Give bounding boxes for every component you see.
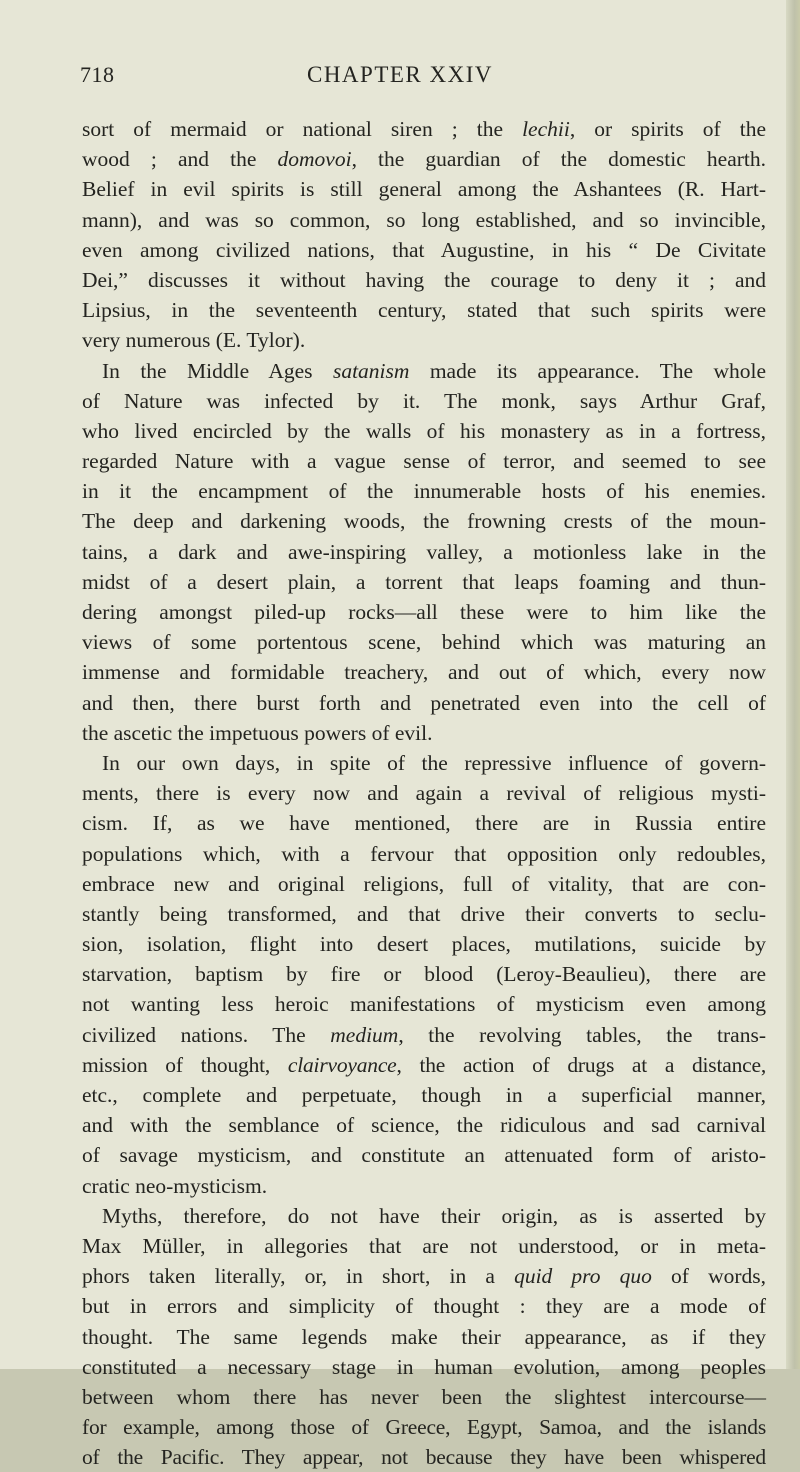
- text-line: very numerous (E. Tylor).: [82, 328, 306, 353]
- text-line: who lived encircled by the walls of his monastery as in a fortress,: [82, 418, 766, 443]
- text-line: embrace new and original religions, full of vitality, that are con-: [82, 871, 766, 896]
- text-line: for example, among those of Greece, Egypt, Samoa, and the islands: [82, 1415, 766, 1440]
- text-line: stantly being transformed, and that drive their converts to seclu-: [82, 901, 766, 926]
- body-text: [82, 114, 766, 1472]
- text-line: In our own days, in spite of the repressive influence of govern-: [102, 750, 766, 775]
- text-line: Dei,” discusses it without having the courage to deny it ; and: [82, 267, 766, 292]
- text-line: sion, isolation, flight into desert places, mutilations, suicide by: [82, 932, 766, 957]
- text-line: phors taken literally, or, in short, in a quid pro quo of words,: [82, 1264, 767, 1289]
- text-line: wood ; and the domovoi, the guardian of the domestic hearth.: [82, 147, 766, 172]
- text-line: The deep and darkening woods, the frowning crests of the moun-: [82, 509, 766, 534]
- text-line: Myths, therefore, do not have their origin, as is asserted by: [102, 1203, 766, 1228]
- text-line: immense and formidable treachery, and out of which, every now: [82, 660, 766, 685]
- text-line: populations which, with a fervour that opposition only redoubles,: [82, 841, 766, 866]
- text-line: dering amongst piled-up rocks—all these were to him like the: [82, 600, 766, 624]
- text-line: of Nature was infected by it. The monk, says Arthur Graf,: [82, 388, 766, 413]
- text-line: Belief in evil spirits is still general among the Ashantees (R. Hart-: [82, 177, 766, 202]
- text-line: cratic neo-mysticism.: [82, 1173, 268, 1198]
- text-line: cism. If, as we have mentioned, there are in Russia entire: [82, 811, 766, 836]
- text-line: views of some portentous scene, behind which was maturing an: [82, 630, 766, 655]
- text-line: tains, a dark and awe-inspiring valley, a motionless lake in the: [82, 539, 766, 564]
- running-head: CHAPTER XXIV: [306, 62, 494, 87]
- text-line: Lipsius, in the seventeenth century, stated that such spirits were: [82, 298, 766, 323]
- text-line: regarded Nature with a vague sense of terror, and seemed to see: [82, 449, 766, 474]
- text-line: Max Müller, in allegories that are not understood, or in meta-: [82, 1233, 766, 1258]
- text-line: of savage mysticism, and constitute an attenuated form of aristo-: [82, 1143, 766, 1168]
- text-line: starvation, baptism by fire or blood (Leroy-Beaulieu), there are: [82, 962, 766, 987]
- page-number: 718: [80, 62, 115, 87]
- text-line: even among civilized nations, that Augustine, in his “ De Civitate: [82, 237, 766, 262]
- text-line: mission of thought, clairvoyance, the action of drugs at a distance,: [82, 1052, 766, 1077]
- text-line: midst of a desert plain, a torrent that leaps foaming and thun-: [82, 569, 766, 594]
- text-line: not wanting less heroic manifestations of mysticism even among: [82, 992, 766, 1017]
- text-line: In the Middle Ages satanism made its appearance. The whole: [102, 358, 766, 383]
- text-line: ments, there is every now and again a revival of religious mysti-: [82, 781, 766, 806]
- text-line: between whom there has never been the slightest intercourse—: [82, 1384, 766, 1409]
- text-line: but in errors and simplicity of thought : they are a mode of: [82, 1294, 766, 1319]
- text-line: and with the semblance of science, the ridiculous and sad carnival: [82, 1113, 766, 1138]
- text-line: the ascetic the impetuous powers of evil.: [82, 720, 433, 745]
- text-line: civilized nations. The medium, the revolving tables, the trans-: [82, 1022, 766, 1047]
- text-line: and then, there burst forth and penetrated even into the cell of: [82, 690, 766, 715]
- text-line: mann), and was so common, so long established, and so invincible,: [82, 207, 766, 232]
- text-line: constituted a necessary stage in human evolution, among peoples: [82, 1354, 766, 1379]
- text-line: sort of mermaid or national siren ; the lechii, or spirits of the: [82, 117, 766, 141]
- page-header: [0, 62, 800, 96]
- text-line: of the Pacific. They appear, not because they have been whispered: [82, 1445, 766, 1470]
- text-line: etc., complete and perpetuate, though in a superficial manner,: [82, 1083, 766, 1107]
- text-line: thought. The same legends make their appearance, as if they: [82, 1324, 766, 1349]
- page-edge: [786, 0, 800, 1369]
- text-line: in it the encampment of the innumerable hosts of his enemies.: [82, 479, 766, 504]
